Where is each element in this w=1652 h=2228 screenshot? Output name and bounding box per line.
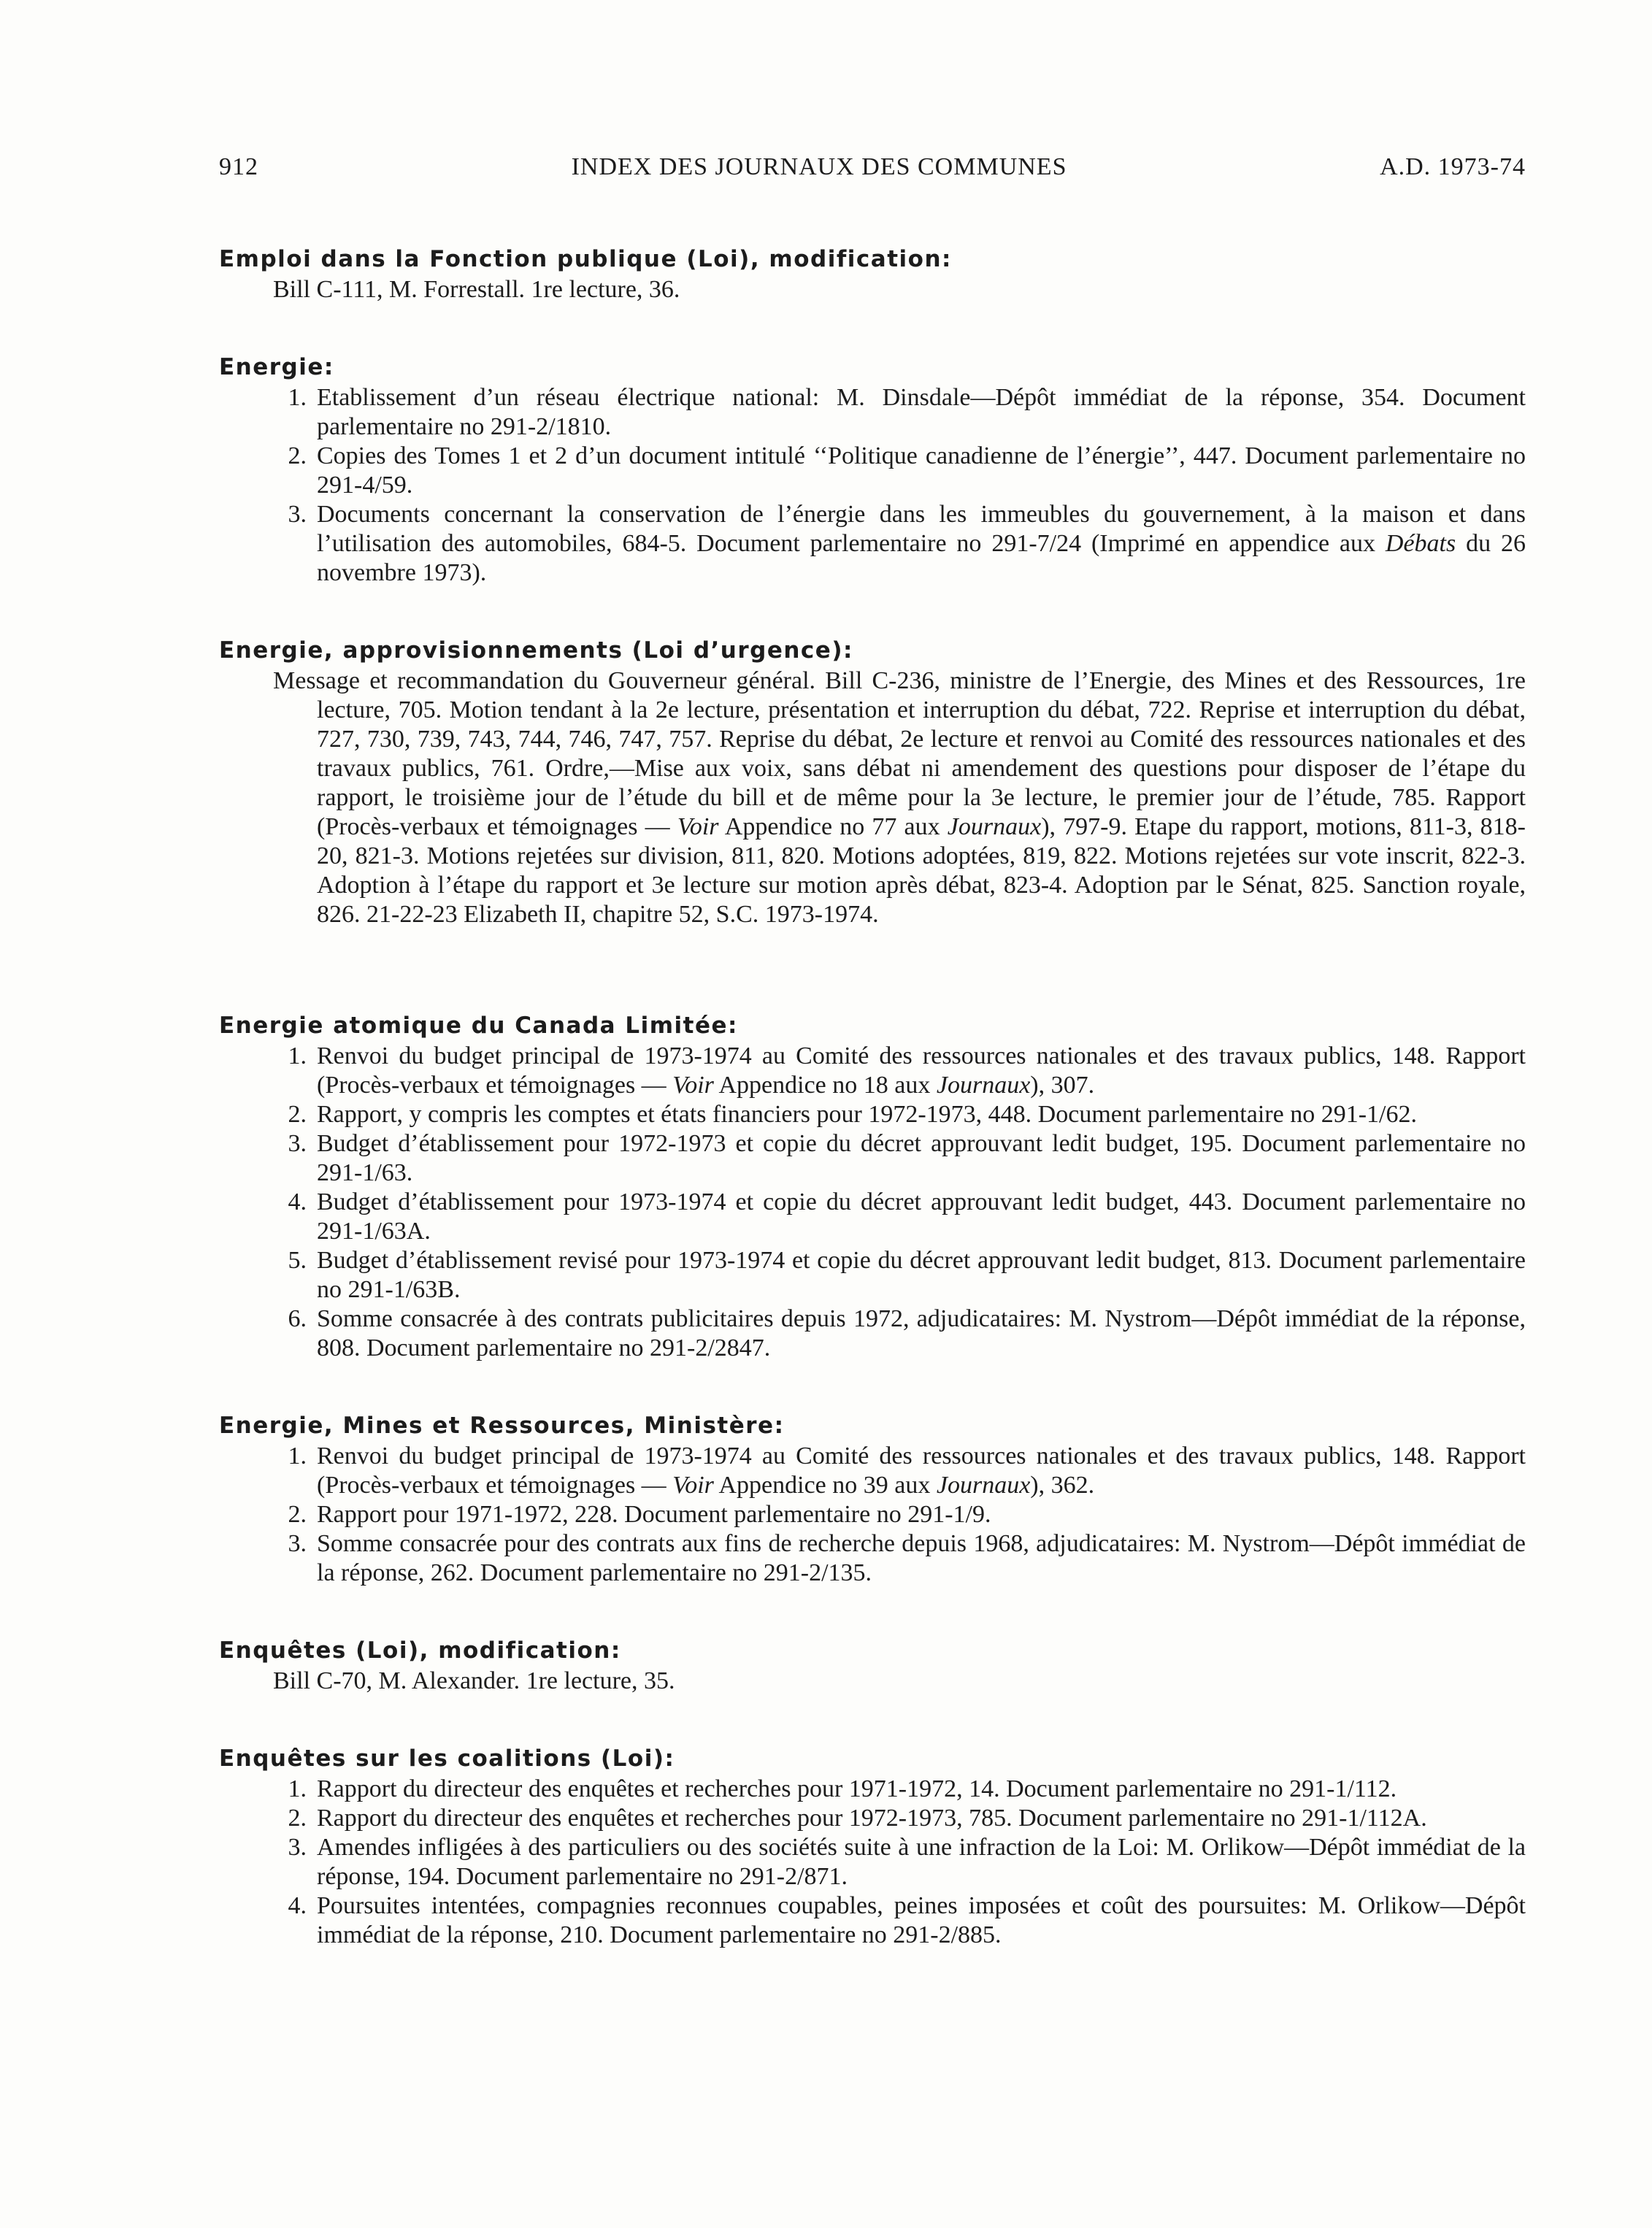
item-number: 2. <box>288 1101 307 1128</box>
entry-text: Bill C-70, M. Alexander. 1re lecture, 35. <box>273 1667 675 1694</box>
item-italic: Journaux <box>936 1472 1031 1499</box>
index-entry <box>219 1011 1526 1363</box>
list-item <box>219 1833 1526 1891</box>
list-item <box>219 500 1526 588</box>
item-number: 2. <box>288 1805 307 1832</box>
item-number: 4. <box>288 1892 307 1919</box>
item-number: 3. <box>288 1530 307 1557</box>
item-text: Etablissement d’un réseau électrique national: M. Dinsdale—Dépôt immédiat de la réponse, 354. Document parlementaire no 291-2/1810. <box>317 384 1526 440</box>
item-text: Poursuites intentées, compagnies reconnues coupables, peines imposées et coût des poursuites: M. Orlikow—Dépôt immédiat de la réponse, 210. Document parlementaire no 291-2/885. <box>317 1892 1526 1948</box>
list-item <box>219 1246 1526 1305</box>
entry-heading: Energie, approvisionnements (Loi d’urgence): <box>219 637 853 664</box>
item-text-part: ), 307. <box>1030 1072 1095 1099</box>
entry-heading: Emploi dans la Fonction publique (Loi), modification: <box>219 246 952 272</box>
index-entry <box>219 1744 1526 1950</box>
entry-heading: Enquêtes sur les coalitions (Loi): <box>219 1745 675 1772</box>
year-label: A.D. 1973-74 <box>1380 153 1526 180</box>
list-item <box>219 442 1526 500</box>
item-text: Somme consacrée pour des contrats aux fins de recherche depuis 1968, adjudicataires: M. Nystrom—Dépôt immédiat de la réponse, 262. Document parlementaire no 291-2/135. <box>317 1530 1526 1586</box>
item-text: Budget d’établissement revisé pour 1973-1974 et copie du décret approuvant ledit budget, 813. Document parlementaire no 291-1/63B. <box>317 1247 1526 1303</box>
entry-paragraph <box>219 667 1526 929</box>
item-number: 1. <box>288 384 307 411</box>
item-number: 3. <box>288 1834 307 1861</box>
paragraph-italic: Journaux <box>947 813 1042 840</box>
paragraph-part: ), 797-9. Etape du rapport, motions, 811-3, 818-20, 821-3. Motions rejetées sur division, 811, 820. Motions adoptées, 819, 822. Motions rejetées sur vote inscrit, 822-3. Adoption à l’étape du rapport et 3e lecture sur motion après débat, 823-4. Adoption par le Sénat, 825. Sanction royale, 826. 21-22-23 Elizabeth II, chapitre 52, S.C. 1973-1974. <box>317 813 1526 928</box>
item-text-part: Renvoi du budget principal de 1973-1974 au Comité des ressources nationales et des travaux publics, 148. Rapport (Procès-verbaux et témoignages — <box>317 1443 1526 1499</box>
item-text-part: Appendice no 18 aux <box>713 1072 937 1099</box>
item-number: 1. <box>288 1042 307 1069</box>
list-item <box>219 1129 1526 1188</box>
list-item <box>219 1804 1526 1833</box>
entry-text: Bill C-111, M. Forrestall. 1re lecture, 36. <box>273 276 680 303</box>
item-text: Rapport du directeur des enquêtes et recherches pour 1971-1972, 14. Document parlementaire no 291-1/112. <box>317 1775 1397 1802</box>
list-item <box>219 1775 1526 1804</box>
item-text: Somme consacrée à des contrats publicitaires depuis 1972, adjudicataires: M. Nystrom—Dépôt immédiat de la réponse, 808. Document parlementaire no 291-2/2847. <box>317 1305 1526 1361</box>
entry-heading: Energie atomique du Canada Limitée: <box>219 1013 738 1039</box>
item-text <box>317 1442 1526 1500</box>
index-entry <box>219 353 1526 588</box>
page-number: 912 <box>219 153 258 180</box>
item-text-part: Documents concernant la conservation de l’énergie dans les immeubles du gouvernement, à la maison et dans l’utilisation des automobiles, 684-5. Document parlementaire no 291-7/24 (Imprimé en appendice aux <box>317 501 1526 557</box>
item-text: Rapport pour 1971-1972, 228. Document parlementaire no 291-1/9. <box>317 1501 991 1528</box>
list-item <box>219 1188 1526 1246</box>
list-item <box>219 1100 1526 1129</box>
running-title: INDEX DES JOURNAUX DES COMMUNES <box>571 153 1067 180</box>
item-italic: Débats <box>1385 530 1456 557</box>
entry-heading: Energie, Mines et Ressources, Ministère: <box>219 1413 785 1439</box>
item-text: Copies des Tomes 1 et 2 d’un document intitulé ‘‘Politique canadienne de l’énergie’’, 447. Document parlementaire no 291-4/59. <box>317 442 1526 499</box>
item-text: Rapport, y compris les comptes et états financiers pour 1972-1973, 448. Document parlementaire no 291-1/62. <box>317 1101 1417 1128</box>
index-content <box>219 245 1526 1998</box>
item-number: 3. <box>288 501 307 528</box>
item-text-part: du 26 novembre 1973). <box>317 530 1526 586</box>
list-item <box>219 1529 1526 1588</box>
item-number: 2. <box>288 442 307 469</box>
item-text-part: Appendice no 39 aux <box>713 1472 937 1499</box>
item-number: 2. <box>288 1501 307 1528</box>
list-item <box>219 1305 1526 1363</box>
list-item <box>219 383 1526 442</box>
item-text: Budget d’établissement pour 1973-1974 et copie du décret approuvant ledit budget, 443. Document parlementaire no 291-1/63A. <box>317 1188 1526 1245</box>
item-text: Rapport du directeur des enquêtes et recherches pour 1972-1973, 785. Document parlementaire no 291-1/112A. <box>317 1805 1427 1832</box>
entry-heading: Energie: <box>219 354 334 380</box>
item-text-part: ), 362. <box>1030 1472 1095 1499</box>
item-text <box>317 1042 1526 1100</box>
index-entry <box>219 245 1526 304</box>
list-item <box>219 1442 1526 1500</box>
item-text: Budget d’établissement pour 1972-1973 et copie du décret approuvant ledit budget, 195. Document parlementaire no 291-1/63. <box>317 1130 1526 1186</box>
paragraph-part: Message et recommandation du Gouverneur général. Bill C-236, ministre de l’Energie, des Mines et des Ressources, 1re lecture, 705. Motion tendant à la 2e lecture, présentation et interruption du débat, 722. Reprise et interruption du débat, 727, 730, 739, 743, 744, 746, 747, 757. Reprise du débat, 2e lecture et renvoi au Comité des ressources nationales et des travaux publics, 761. Ordre,—Mise aux voix, sans débat ni amendement des questions pour disposer de l’étape du rapport, le troisième jour de l’étude du bill et de même pour la 3e lecture, le premier jour de l’étude, 785. Rapport (Procès-verbaux et témoignages — <box>273 667 1526 840</box>
item-italic: Journaux <box>936 1072 1031 1099</box>
item-text: Amendes infligées à des particuliers ou des sociétés suite à une infraction de la Loi: M. Orlikow—Dépôt immédiat de la réponse, 194. Document parlementaire no 291-2/871. <box>317 1834 1526 1890</box>
index-entry <box>219 1636 1526 1696</box>
list-item <box>219 1042 1526 1100</box>
index-entry <box>219 636 1526 929</box>
index-entry <box>219 1411 1526 1588</box>
item-number: 1. <box>288 1775 307 1802</box>
page-header <box>219 153 1526 181</box>
list-item <box>219 1891 1526 1950</box>
item-text-part: Renvoi du budget principal de 1973-1974 au Comité des ressources nationales et des travaux publics, 148. Rapport (Procès-verbaux et témoignages — <box>317 1042 1526 1099</box>
item-number: 3. <box>288 1130 307 1157</box>
item-number: 4. <box>288 1188 307 1215</box>
entry-heading: Enquêtes (Loi), modification: <box>219 1637 621 1664</box>
list-item <box>219 1500 1526 1529</box>
item-number: 1. <box>288 1443 307 1470</box>
item-number: 6. <box>288 1305 307 1332</box>
paragraph-italic: Voir <box>677 813 719 840</box>
item-italic: Voir <box>672 1072 714 1099</box>
item-italic: Voir <box>672 1472 714 1499</box>
item-text <box>317 500 1526 588</box>
paragraph-part: Appendice no 77 aux <box>718 813 948 840</box>
item-number: 5. <box>288 1247 307 1274</box>
